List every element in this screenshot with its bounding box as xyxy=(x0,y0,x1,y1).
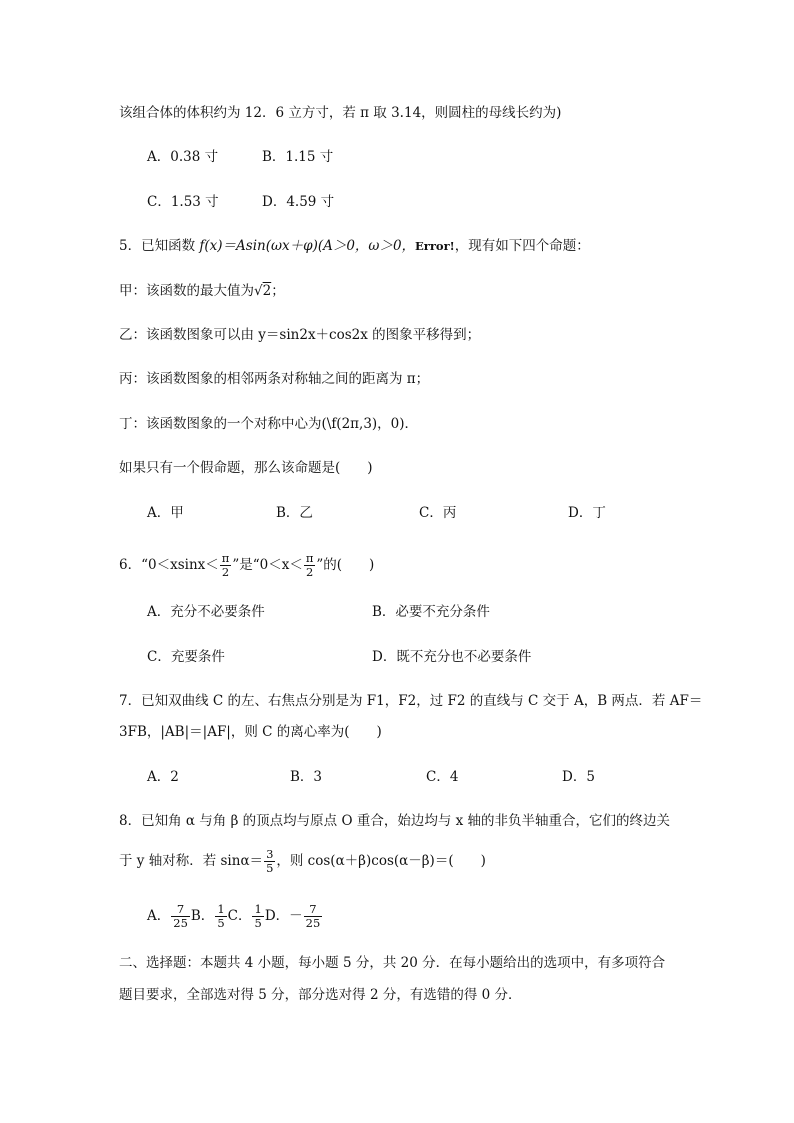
q7-option-c: C．4 xyxy=(426,769,459,785)
sqrt-symbol: √ xyxy=(254,283,263,299)
q8-option-c-frac xyxy=(252,903,263,930)
q8-option-b-frac xyxy=(215,903,226,930)
q4-option-c: C．1.53 寸 xyxy=(147,194,219,210)
q5-stem-post: ，现有如下四个命题： xyxy=(454,238,590,254)
q4-option-a: A．0.38 寸 xyxy=(147,149,219,165)
q8-options xyxy=(147,903,323,930)
q4-option-b: B．1.15 寸 xyxy=(262,149,334,165)
q6-part-1: 6．“0＜xsinx＜ xyxy=(119,557,219,573)
q5-jia-text: 甲：该函数的最大值为 xyxy=(119,283,254,299)
section-2-instructions-line-2: 题目要求，全部选对得 5 分，部分选对得 2 分，有选错的得 0 分． xyxy=(119,987,522,1003)
q6-option-b: B．必要不充分条件 xyxy=(372,604,490,620)
q8-c-num: 1 xyxy=(254,902,262,916)
q5-option-c: C．丙 xyxy=(419,505,457,521)
q6-fraction-2 xyxy=(304,552,316,579)
q8-line-2-pre: 于 y 轴对称．若 sinα＝ xyxy=(119,853,264,869)
q5-proposition-yi: 乙：该函数图象可以由 y＝sin2x＋cos2x 的图象平移得到； xyxy=(119,327,481,343)
q7-option-a: A．2 xyxy=(147,769,179,785)
q5-proposition-ding: 丁：该函数图象的一个对称中心为(\f(2π,3)，0)． xyxy=(119,416,419,432)
q8-option-a-frac xyxy=(171,903,190,930)
q5-stem-pre: 5．已知函数 xyxy=(119,238,200,254)
q6-frac-2-den: 2 xyxy=(305,565,314,579)
q6-option-c: C．充要条件 xyxy=(147,649,225,665)
q5-option-b: B．乙 xyxy=(276,505,313,521)
q5-jia-end: ； xyxy=(271,283,285,299)
q8-option-c-label: C． xyxy=(227,908,252,924)
q8-c-den: 5 xyxy=(254,916,262,930)
q5-stem-func: f(x)＝Asin(ωx＋φ)(A＞0，ω＞0， xyxy=(199,238,416,254)
q4-option-d: D．4.59 寸 xyxy=(262,194,335,210)
q5-stem-error: Error! xyxy=(415,239,455,253)
q4-stem: 该组合体的体积约为 12．6 立方寸，若 π 取 3.14，则圆柱的母线长约为) xyxy=(119,105,562,121)
q5-jia-value: 2 xyxy=(262,283,272,299)
q8-option-b-label: B． xyxy=(190,908,215,924)
q7-line-1: 7．已知双曲线 C 的左、右焦点分别是为 F1，F2，过 F2 的直线与 C 交于 A，B 两点．若 AF＝ xyxy=(119,693,703,709)
q8-a-num: 7 xyxy=(171,903,190,917)
q8-d-num: 7 xyxy=(304,903,323,917)
q7-line-2: 3FB，|AB|＝|AF|，则 C 的离心率为( ) xyxy=(119,724,382,740)
q8-line-1: 8．已知角 α 与角 β 的顶点均与原点 O 重合，始边均与 x 轴的非负半轴重合，它们的终边关 xyxy=(119,813,671,829)
q8-option-a-label: A． xyxy=(147,908,171,924)
q6-part-2: ”是“0＜x＜ xyxy=(232,557,303,573)
q6-fraction-1 xyxy=(220,552,232,579)
q8-option-d-frac xyxy=(304,903,323,930)
q5-stem xyxy=(119,236,590,256)
q8-sin-num: 3 xyxy=(266,847,274,861)
q7-option-b: B．3 xyxy=(290,769,323,785)
q6-option-d: D．既不充分也不必要条件 xyxy=(372,649,532,665)
q8-b-den: 5 xyxy=(217,916,225,930)
q8-sin-fraction xyxy=(264,848,275,875)
q6-frac-1-num: π xyxy=(221,551,230,565)
section-2-instructions-line-1: 二、选择题：本题共 4 小题，每小题 5 分，共 20 分．在每小题给出的选项中，有多项符合 xyxy=(119,955,666,971)
q8-line-2 xyxy=(119,848,486,875)
q5-proposition-bing: 丙：该函数图象的相邻两条对称轴之间的距离为 π； xyxy=(119,371,430,387)
q8-d-den: 25 xyxy=(305,916,321,930)
q8-b-num: 1 xyxy=(217,902,225,916)
q6-stem xyxy=(119,552,374,579)
q6-frac-2-num: π xyxy=(305,551,314,565)
q5-proposition-jia xyxy=(119,281,285,301)
q7-option-d: D．5 xyxy=(562,769,595,785)
q5-option-a: A．甲 xyxy=(147,505,184,521)
q8-a-den: 25 xyxy=(173,916,188,930)
q5-option-d: D．丁 xyxy=(568,505,606,521)
q6-part-3: ”的( ) xyxy=(316,557,375,573)
q8-line-2-post: ，则 cos(α＋β)cos(α－β)＝( ) xyxy=(276,853,486,869)
q6-frac-1-den: 2 xyxy=(221,565,230,579)
q8-option-d-label: D．－ xyxy=(264,908,303,924)
q5-question: 如果只有一个假命题，那么该命题是( ) xyxy=(119,460,373,476)
q8-sin-den: 5 xyxy=(266,861,274,875)
q6-option-a: A．充分不必要条件 xyxy=(147,604,265,620)
